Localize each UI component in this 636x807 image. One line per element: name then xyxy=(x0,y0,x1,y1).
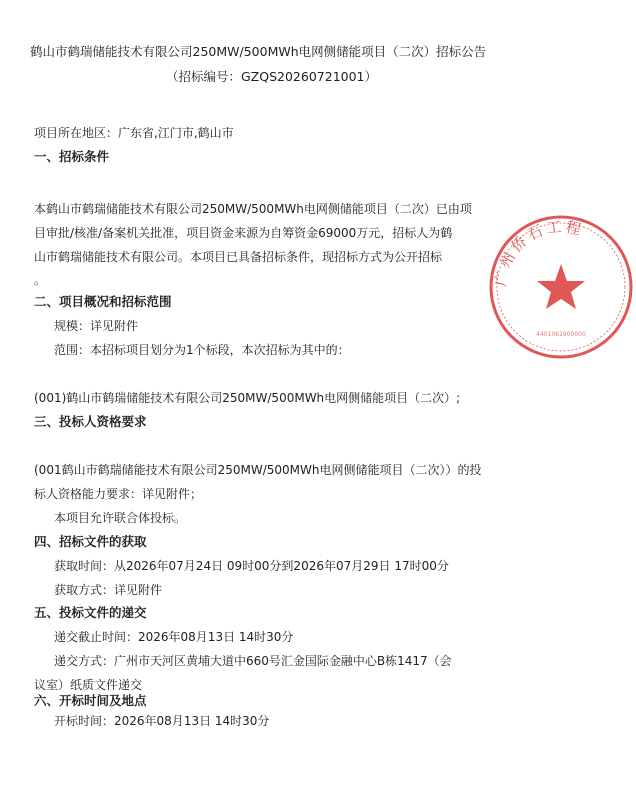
paragraph-line: 目审批/核准/备案机关批准，项目资金来源为自筹资金69000万元，招标人为鹤 xyxy=(34,226,453,240)
paragraph-line: 。 xyxy=(34,273,47,287)
submission-method: 递交方式：广州市天河区黄埔大道中660号汇金国际金融中心B栋1417（会 xyxy=(54,654,452,668)
seal-star-icon xyxy=(537,264,585,309)
section-heading-6: 六、开标时间及地点 xyxy=(34,693,147,708)
section-heading-5: 五、投标文件的递交 xyxy=(34,605,147,620)
section-heading-3: 三、投标人资格要求 xyxy=(34,414,147,429)
section-heading-2: 二、项目概况和招标范围 xyxy=(34,294,172,309)
tender-number: （招标编号：GZQS20260721001） xyxy=(166,69,378,84)
paragraph-line: 标人资格能力要求：详见附件； xyxy=(34,487,203,501)
acquisition-method: 获取方式：详见附件 xyxy=(54,583,163,597)
section-heading-4: 四、招标文件的获取 xyxy=(34,534,147,549)
company-seal xyxy=(486,212,636,362)
submission-deadline: 递交截止时间：2026年08月13日 14时30分 xyxy=(54,630,294,644)
paragraph-line: 本鹤山市鹤瑞储能技术有限公司250MW/500MWh电网侧储能项目（二次）已由项 xyxy=(34,202,472,216)
acquisition-time: 获取时间：从2026年07月24日 09时00分到2026年07月29日 17时00分 xyxy=(54,559,449,573)
submission-method-cont: 议室）纸质文件递交 xyxy=(34,678,143,692)
project-region: 项目所在地区：广东省,江门市,鹤山市 xyxy=(34,126,234,140)
opening-time: 开标时间：2026年08月13日 14时30分 xyxy=(54,714,270,728)
page-title: 鹤山市鹤瑞储能技术有限公司250MW/500MWh电网侧储能项目（二次）招标公告 xyxy=(30,44,487,59)
scope-line: 范围：本招标项目划分为1个标段，本次招标为其中的： xyxy=(54,343,350,357)
paragraph-line: (001鹤山市鹤瑞储能技术有限公司250MW/500MWh电网侧储能项目（二次））的投 xyxy=(34,463,482,477)
seal-text: 广州侨石工程 xyxy=(491,217,586,288)
lot-line: (001)鹤山市鹤瑞储能技术有限公司250MW/500MWh电网侧储能项目（二次）; xyxy=(34,391,461,405)
paragraph-line: 本项目允许联合体投标。 xyxy=(54,511,187,525)
section-heading-1: 一、招标条件 xyxy=(34,149,110,164)
paragraph-line: 山市鹤瑞储能技术有限公司。本项目已具备招标条件，现招标方式为公开招标 xyxy=(34,250,443,264)
svg-text:4401061900000: 4401061900000 xyxy=(536,331,586,338)
scale-line: 规模：详见附件 xyxy=(54,319,139,333)
